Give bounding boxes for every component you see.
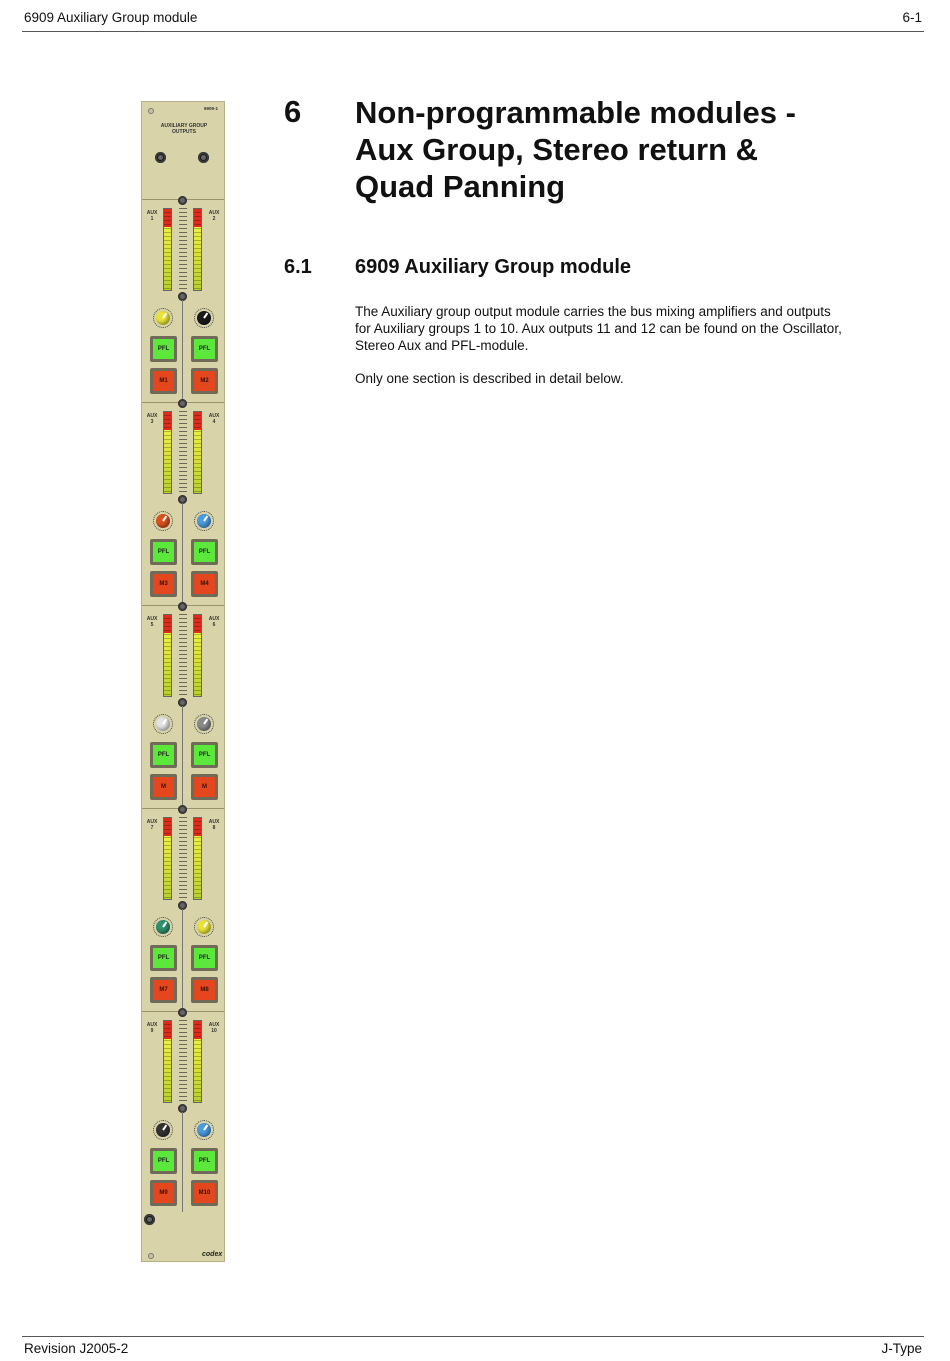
mute-button[interactable]: M8 [191,977,218,1003]
mute-button[interactable]: M1 [150,368,177,394]
aux-label: AUX 9 [146,1022,158,1034]
aux-label: AUX 3 [146,413,158,425]
pfl-button[interactable]: PFL [191,1148,218,1174]
level-meter [163,817,172,900]
meter-scale [179,208,187,291]
aux-label: AUX 1 [146,210,158,222]
section-title: 6909 Auxiliary Group module [355,256,632,278]
insert-jack-icon [178,1008,187,1017]
level-meter [193,1020,202,1103]
aux-level-knob[interactable] [153,1120,173,1140]
chapter-title: Non-programmable modules - Aux Group, Stereo return & Quad Panning [355,95,796,204]
pfl-button[interactable]: PFL [150,336,177,362]
insert-jack-icon [178,196,187,205]
meter-scale [179,614,187,697]
page-footer [22,1336,924,1361]
aux-level-knob[interactable] [194,714,214,734]
mute-button[interactable]: M9 [150,1180,177,1206]
output-jack-icon [198,152,209,163]
header-title: 6909 Auxiliary Group module [24,10,198,25]
aux-level-knob[interactable] [194,917,214,937]
aux-level-knob[interactable] [153,511,173,531]
channel-divider [182,706,183,806]
body-paragraph: The Auxiliary group output module carries the bus mixing amplifiers and outputs for Auxiliary groups 1 to 10. Aux outputs 11 and 12 can be found on the Oscillator, Stereo Aux and PFL-module. [355,304,842,353]
chapter-number: 6 [284,94,302,129]
aux-section [142,1011,224,1214]
mute-button[interactable]: M3 [150,571,177,597]
level-meter [163,1020,172,1103]
mute-button[interactable]: M7 [150,977,177,1003]
section-number: 6.1 [284,256,312,278]
level-meter [193,208,202,291]
mute-button[interactable]: M [191,774,218,800]
aux-section [142,402,224,605]
aux-label: AUX 7 [146,819,158,831]
channel-divider [182,503,183,603]
aux-label: AUX 2 [208,210,220,222]
aux-level-knob[interactable] [194,1120,214,1140]
aux-level-knob[interactable] [153,917,173,937]
pfl-button[interactable]: PFL [191,945,218,971]
insert-jack-icon [178,602,187,611]
aux-label: AUX 10 [208,1022,220,1034]
pfl-button[interactable]: PFL [191,742,218,768]
level-meter [193,614,202,697]
aux-level-knob[interactable] [194,308,214,328]
aux-label: AUX 6 [208,616,220,628]
page-header [22,0,924,32]
level-meter [163,411,172,494]
footer-revision: Revision J2005-2 [24,1341,129,1356]
body-paragraph: Only one section is described in detail below. [355,371,624,386]
aux-section [142,605,224,808]
pfl-button[interactable]: PFL [191,539,218,565]
pfl-button[interactable]: PFL [150,1148,177,1174]
aux-section [142,199,224,402]
mute-button[interactable]: M2 [191,368,218,394]
aux-group-module-image [141,101,225,1262]
channel-divider [182,1112,183,1212]
pfl-button[interactable]: PFL [150,539,177,565]
aux-label: AUX 5 [146,616,158,628]
module-title: AUXILIARY GROUP OUTPUTS [160,123,208,135]
footer-product: J-Type [881,1341,922,1356]
level-meter [163,614,172,697]
aux-section [142,808,224,1011]
aux-level-knob[interactable] [153,308,173,328]
pfl-button[interactable]: PFL [150,742,177,768]
meter-scale [179,817,187,900]
screw-icon [148,1253,154,1259]
channel-divider [182,909,183,1009]
aux-level-knob[interactable] [194,511,214,531]
insert-jack-icon [178,805,187,814]
aux-label: AUX 4 [208,413,220,425]
pfl-button[interactable]: PFL [150,945,177,971]
meter-scale [179,1020,187,1103]
header-page-number: 6-1 [902,10,922,25]
insert-jack-icon [178,399,187,408]
mute-button[interactable]: M10 [191,1180,218,1206]
meter-scale [179,411,187,494]
screw-icon [148,108,154,114]
output-jack-icon [155,152,166,163]
pfl-button[interactable]: PFL [191,336,218,362]
mute-button[interactable]: M4 [191,571,218,597]
aux-label: AUX 8 [208,819,220,831]
output-jack-icon [144,1214,155,1225]
level-meter [193,817,202,900]
module-part-number: 6909-1 [204,106,219,111]
aux-level-knob[interactable] [153,714,173,734]
level-meter [163,208,172,291]
mute-button[interactable]: M [150,774,177,800]
brand-logo: codex [202,1251,223,1258]
level-meter [193,411,202,494]
channel-divider [182,300,183,400]
